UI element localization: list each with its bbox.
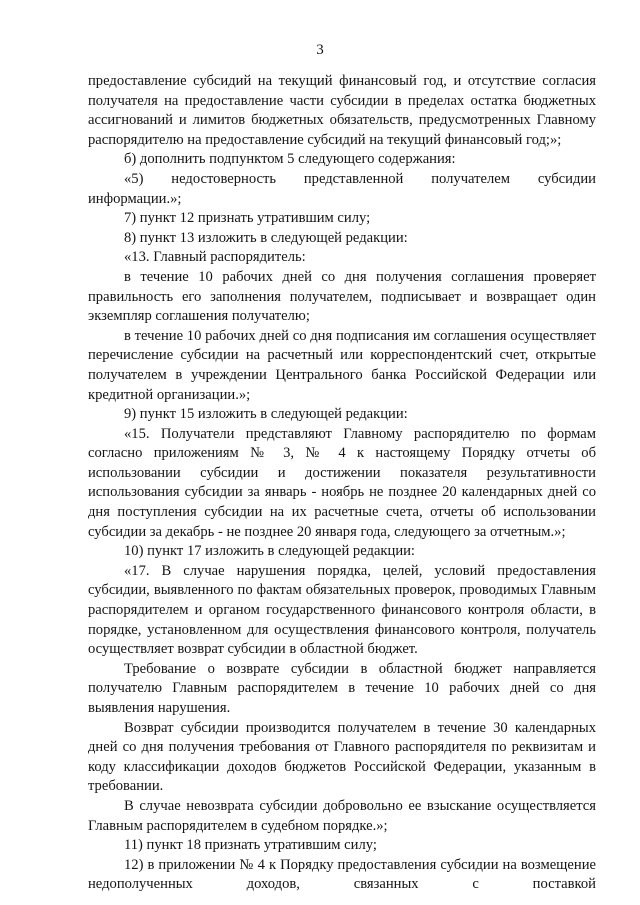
paragraph-item-9: 9) пункт 15 изложить в следующей редакции: [124, 406, 408, 423]
paragraph-non-return: В случае невозврата субсидии добровольно ее взыскание осуществляется Главным распорядителем в судебном порядке.»; [88, 797, 596, 834]
paragraph-item-8: 8) пункт 13 изложить в следующей редакции: [124, 229, 408, 246]
paragraph-subitem-b: б) дополнить подпунктом 5 следующего содержания: [124, 151, 456, 168]
paragraph-item-11: 11) пункт 18 признать утратившим силу; [124, 837, 377, 854]
paragraph-return-demand: Требование о возврате субсидии в областной бюджет направляется получателю Главным распорядителем в течение 10 рабочих дней со дня выявления нарушения. [88, 660, 596, 716]
paragraph-transfer-subsidy: в течение 10 рабочих дней со дня подписания им соглашения осуществляет перечисление субсидии на расчетный или корреспондентский счет, открытые получателем в учреждении Центрального банка Российской Федерации или кредитной организации.»; [88, 327, 596, 403]
paragraph-quote-15: «15. Получатели представляют Главному распорядителю по формам согласно приложениям № 3, № 4 к настоящему Порядку отчеты об использовании субсидии и достижении показателя результативности использования субсидии за январь - ноябрь не позднее 20 календарных дней со дня поступления субсидии на их расчетные счета, отчеты об использовании субсидии за декабрь - не позднее 20 января года, следующего за отчетным.»; [88, 425, 596, 540]
paragraph-return-procedure: Возврат субсидии производится получателем в течение 30 календарных дней со дня получения требования от Главного распорядителя по реквизитам и коду классификации доходов бюджетов Российской Федерации, указанным в требовании. [88, 719, 596, 795]
paragraph-quote-17: «17. В случае нарушения порядка, целей, условий предоставления субсидии, выявленного по фактам обязательных проверок, проводимых Главным распорядителем и органом государственного финансового контроля области, в порядке, установленном для осуществления финансового контроля, получатель осуществляет возврат субсидии в областной бюджет. [88, 562, 596, 658]
paragraph-item-10: 10) пункт 17 изложить в следующей редакции: [124, 543, 415, 560]
paragraph-quote-5: «5) недостоверность представленной получателем субсидии информации.»; [88, 170, 596, 207]
paragraph-item-12: 12) в приложении № 4 к Порядку предоставления субсидии на возмещение недополученных доходов, связанных с поставкой [88, 856, 596, 893]
paragraph-continuation: предоставление субсидий на текущий финансовый год, и отсутствие согласия получателя на предоставление части субсидии в пределах остатка бюджетных ассигнований и лимитов бюджетных обязательств, предусмотренных Главному распорядителю на предоставление субсидий на текущий финансовый год;»; [88, 73, 596, 148]
document-body [88, 72, 596, 895]
paragraph-quote-13: «13. Главный распорядитель: [124, 249, 306, 266]
page-number: 3 [316, 42, 324, 58]
paragraph-item-7: 7) пункт 12 признать утратившим силу; [124, 210, 371, 227]
paragraph-check-agreement: в течение 10 рабочих дней со дня получения соглашения проверяет правильность его заполнения получателем, подписывает и возвращает один экземпляр соглашения получателю; [88, 268, 596, 325]
